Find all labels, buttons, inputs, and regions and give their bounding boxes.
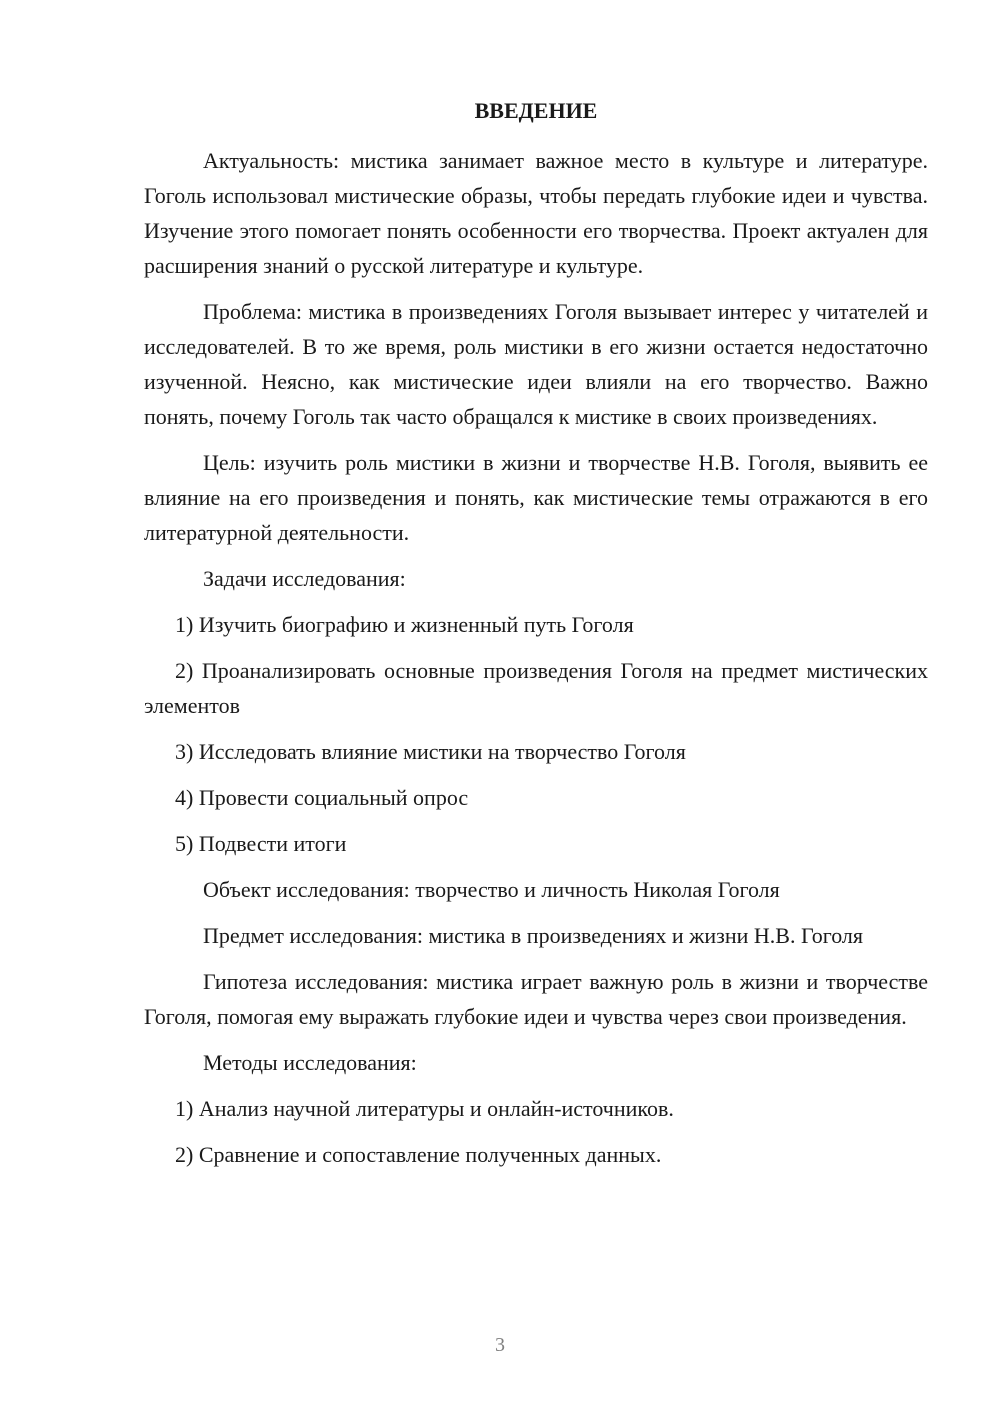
page-title: ВВЕДЕНИЕ bbox=[474, 98, 598, 123]
paragraph-hypothesis: Гипотеза исследования: мистика играет важную роль в жизни и творчестве Гоголя, помогая ему выражать глубокие идеи и чувства через свои произведения. bbox=[144, 969, 928, 1029]
method-item: 2) Сравнение и сопоставление полученных данных. bbox=[175, 1142, 662, 1167]
method-item: 1) Анализ научной литературы и онлайн-источников. bbox=[175, 1096, 674, 1121]
task-item: 3) Исследовать влияние мистики на творчество Гоголя bbox=[175, 739, 686, 764]
page-number: 3 bbox=[495, 1334, 505, 1356]
paragraph-object: Объект исследования: творчество и личность Николая Гоголя bbox=[203, 877, 780, 902]
task-item: 2) Проанализировать основные произведения Гоголя на предмет мистических элементов bbox=[144, 658, 928, 718]
methods-heading: Методы исследования: bbox=[203, 1050, 417, 1075]
paragraph-goal: Цель: изучить роль мистики в жизни и творчестве Н.В. Гоголя, выявить ее влияние на его произведения и понять, как мистические темы отражаются в его литературной деятельности. bbox=[144, 450, 928, 545]
task-item: 4) Провести социальный опрос bbox=[175, 785, 469, 810]
paragraph-subject: Предмет исследования: мистика в произведениях и жизни Н.В. Гоголя bbox=[203, 923, 864, 948]
task-item: 5) Подвести итоги bbox=[175, 831, 347, 856]
paragraph-problem: Проблема: мистика в произведениях Гоголя вызывает интерес у читателей и исследователей. В то же время, роль мистики в его жизни остается недостаточно изученной. Неясно, как мистические идеи влияли на его творчество. Важно понять, почему Гоголь так часто обращался к мистике в своих произведениях. bbox=[144, 299, 928, 429]
task-item: 1) Изучить биографию и жизненный путь Гоголя bbox=[175, 612, 634, 637]
tasks-heading: Задачи исследования: bbox=[203, 566, 406, 591]
document-body bbox=[144, 143, 928, 1183]
document-page bbox=[144, 0, 928, 1414]
paragraph-relevance: Актуальность: мистика занимает важное место в культуре и литературе. Гоголь использовал мистические образы, чтобы передать глубокие идеи и чувства. Изучение этого помогает понять особенности его творчества. Проект актуален для расширения знаний о русской литературе и культуре. bbox=[144, 148, 928, 278]
